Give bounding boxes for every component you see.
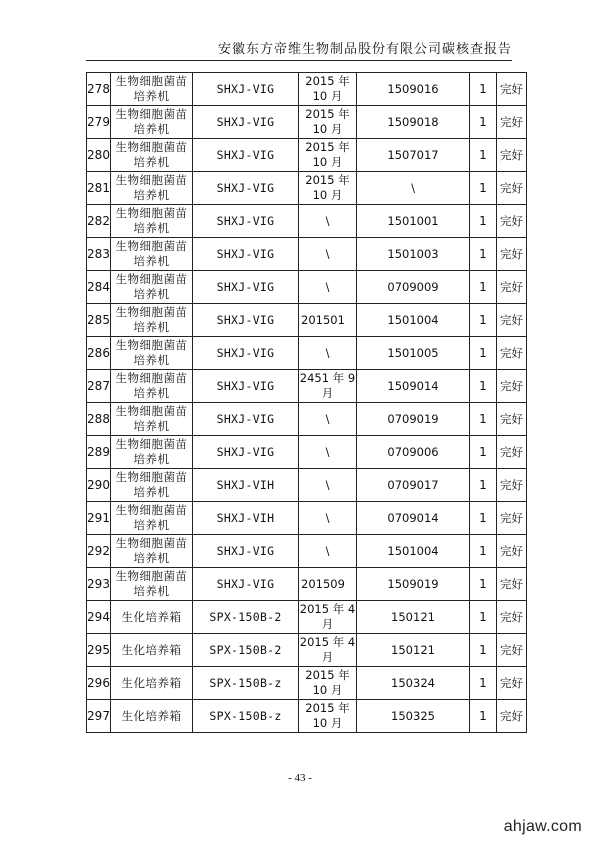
table-row [87, 172, 527, 205]
table-row [87, 568, 527, 601]
equipment-name: 生物细胞菌苗培养机 [111, 337, 193, 370]
serial-number: 0709017 [357, 469, 470, 502]
table-row [87, 73, 527, 106]
table-row [87, 271, 527, 304]
condition-status: 完好 [497, 403, 527, 436]
row-number: 280 [87, 139, 111, 172]
serial-number: 0709009 [357, 271, 470, 304]
equipment-name: 生物细胞菌苗培养机 [111, 469, 193, 502]
header-rule [86, 60, 512, 61]
equipment-model: SPX-150B-z [193, 667, 299, 700]
equipment-name: 生物细胞菌苗培养机 [111, 139, 193, 172]
purchase-date: \ [299, 535, 357, 568]
equipment-name: 生物细胞菌苗培养机 [111, 73, 193, 106]
row-number: 281 [87, 172, 111, 205]
table-row [87, 535, 527, 568]
quantity: 1 [470, 238, 497, 271]
quantity: 1 [470, 172, 497, 205]
quantity: 1 [470, 106, 497, 139]
equipment-name: 生物细胞菌苗培养机 [111, 172, 193, 205]
quantity: 1 [470, 370, 497, 403]
equipment-model: SHXJ-VIG [193, 139, 299, 172]
equipment-model: SPX-150B-2 [193, 634, 299, 667]
equipment-model: SHXJ-VIG [193, 535, 299, 568]
condition-status: 完好 [497, 700, 527, 733]
purchase-date: 2015 年 4 月 [299, 601, 357, 634]
purchase-date: \ [299, 436, 357, 469]
purchase-date: \ [299, 271, 357, 304]
page-number: - 43 - [288, 772, 312, 784]
row-number: 297 [87, 700, 111, 733]
condition-status: 完好 [497, 271, 527, 304]
purchase-date: 201509 [299, 568, 357, 601]
equipment-name: 生物细胞菌苗培养机 [111, 106, 193, 139]
condition-status: 完好 [497, 172, 527, 205]
equipment-model: SHXJ-VIG [193, 568, 299, 601]
table-row [87, 304, 527, 337]
row-number: 282 [87, 205, 111, 238]
serial-number: 1509016 [357, 73, 470, 106]
table-row [87, 337, 527, 370]
condition-status: 完好 [497, 601, 527, 634]
equipment-table-body [87, 73, 527, 733]
purchase-date: 2015 年 10 月 [299, 139, 357, 172]
serial-number: 1509014 [357, 370, 470, 403]
equipment-name: 生物细胞菌苗培养机 [111, 436, 193, 469]
serial-number: 1509018 [357, 106, 470, 139]
purchase-date: 2015 年 10 月 [299, 106, 357, 139]
equipment-name: 生化培养箱 [111, 700, 193, 733]
serial-number: 150121 [357, 634, 470, 667]
serial-number: 150324 [357, 667, 470, 700]
row-number: 279 [87, 106, 111, 139]
row-number: 294 [87, 601, 111, 634]
row-number: 291 [87, 502, 111, 535]
serial-number: 1501005 [357, 337, 470, 370]
row-number: 286 [87, 337, 111, 370]
equipment-model: SHXJ-VIG [193, 304, 299, 337]
purchase-date: \ [299, 238, 357, 271]
report-header-title: 安徽东方帝维生物制品股份有限公司碳核查报告 [217, 42, 512, 57]
condition-status: 完好 [497, 667, 527, 700]
quantity: 1 [470, 700, 497, 733]
equipment-model: SHXJ-VIG [193, 172, 299, 205]
quantity: 1 [470, 73, 497, 106]
equipment-name: 生物细胞菌苗培养机 [111, 568, 193, 601]
purchase-date: 201501 [299, 304, 357, 337]
table-row [87, 469, 527, 502]
equipment-name: 生物细胞菌苗培养机 [111, 304, 193, 337]
row-number: 287 [87, 370, 111, 403]
equipment-model: SHXJ-VIH [193, 502, 299, 535]
equipment-model: SPX-150B-z [193, 700, 299, 733]
equipment-name: 生物细胞菌苗培养机 [111, 205, 193, 238]
purchase-date: 2015 年 10 月 [299, 73, 357, 106]
condition-status: 完好 [497, 106, 527, 139]
table-row [87, 205, 527, 238]
purchase-date: 2015 年 10 月 [299, 667, 357, 700]
equipment-model: SHXJ-VIG [193, 73, 299, 106]
purchase-date: 2015 年 10 月 [299, 172, 357, 205]
equipment-model: SHXJ-VIH [193, 469, 299, 502]
equipment-name: 生物细胞菌苗培养机 [111, 535, 193, 568]
equipment-name: 生物细胞菌苗培养机 [111, 271, 193, 304]
row-number: 283 [87, 238, 111, 271]
serial-number: 1501004 [357, 304, 470, 337]
quantity: 1 [470, 271, 497, 304]
table-row [87, 502, 527, 535]
equipment-model: SHXJ-VIG [193, 238, 299, 271]
equipment-model: SHXJ-VIG [193, 337, 299, 370]
serial-number: 150121 [357, 601, 470, 634]
table-row [87, 139, 527, 172]
serial-number: 150325 [357, 700, 470, 733]
serial-number: 0709019 [357, 403, 470, 436]
equipment-model: SHXJ-VIG [193, 106, 299, 139]
purchase-date: \ [299, 403, 357, 436]
quantity: 1 [470, 304, 497, 337]
serial-number: 0709014 [357, 502, 470, 535]
purchase-date: \ [299, 469, 357, 502]
equipment-name: 生化培养箱 [111, 667, 193, 700]
quantity: 1 [470, 205, 497, 238]
quantity: 1 [470, 436, 497, 469]
quantity: 1 [470, 568, 497, 601]
condition-status: 完好 [497, 73, 527, 106]
row-number: 296 [87, 667, 111, 700]
serial-number: 1501003 [357, 238, 470, 271]
purchase-date: \ [299, 502, 357, 535]
quantity: 1 [470, 337, 497, 370]
equipment-model: SHXJ-VIG [193, 403, 299, 436]
table-row [87, 403, 527, 436]
quantity: 1 [470, 601, 497, 634]
quantity: 1 [470, 469, 497, 502]
row-number: 295 [87, 634, 111, 667]
equipment-model: SHXJ-VIG [193, 370, 299, 403]
condition-status: 完好 [497, 535, 527, 568]
serial-number: 0709006 [357, 436, 470, 469]
condition-status: 完好 [497, 469, 527, 502]
condition-status: 完好 [497, 370, 527, 403]
equipment-name: 生物细胞菌苗培养机 [111, 238, 193, 271]
condition-status: 完好 [497, 139, 527, 172]
table-row [87, 370, 527, 403]
table-row [87, 238, 527, 271]
equipment-name: 生化培养箱 [111, 634, 193, 667]
purchase-date: 2015 年 4 月 [299, 634, 357, 667]
equipment-table [86, 72, 527, 733]
row-number: 288 [87, 403, 111, 436]
serial-number: \ [357, 172, 470, 205]
serial-number: 1501004 [357, 535, 470, 568]
row-number: 292 [87, 535, 111, 568]
quantity: 1 [470, 634, 497, 667]
quantity: 1 [470, 139, 497, 172]
condition-status: 完好 [497, 634, 527, 667]
equipment-model: SHXJ-VIG [193, 205, 299, 238]
condition-status: 完好 [497, 337, 527, 370]
equipment-model: SHXJ-VIG [193, 271, 299, 304]
condition-status: 完好 [497, 436, 527, 469]
condition-status: 完好 [497, 205, 527, 238]
row-number: 290 [87, 469, 111, 502]
condition-status: 完好 [497, 502, 527, 535]
table-row [87, 436, 527, 469]
condition-status: 完好 [497, 304, 527, 337]
row-number: 293 [87, 568, 111, 601]
equipment-name: 生物细胞菌苗培养机 [111, 403, 193, 436]
table-row [87, 634, 527, 667]
row-number: 284 [87, 271, 111, 304]
condition-status: 完好 [497, 238, 527, 271]
quantity: 1 [470, 502, 497, 535]
condition-status: 完好 [497, 568, 527, 601]
purchase-date: \ [299, 205, 357, 238]
purchase-date: 2015 年 10 月 [299, 700, 357, 733]
purchase-date: 2451 年 9 月 [299, 370, 357, 403]
serial-number: 1501001 [357, 205, 470, 238]
table-row [87, 667, 527, 700]
equipment-name: 生物细胞菌苗培养机 [111, 370, 193, 403]
quantity: 1 [470, 403, 497, 436]
equipment-name: 生物细胞菌苗培养机 [111, 502, 193, 535]
quantity: 1 [470, 667, 497, 700]
table-row [87, 601, 527, 634]
purchase-date: \ [299, 337, 357, 370]
row-number: 285 [87, 304, 111, 337]
table-row [87, 106, 527, 139]
equipment-name: 生化培养箱 [111, 601, 193, 634]
table-row [87, 700, 527, 733]
row-number: 278 [87, 73, 111, 106]
equipment-model: SPX-150B-2 [193, 601, 299, 634]
equipment-model: SHXJ-VIG [193, 436, 299, 469]
serial-number: 1509019 [357, 568, 470, 601]
row-number: 289 [87, 436, 111, 469]
quantity: 1 [470, 535, 497, 568]
serial-number: 1507017 [357, 139, 470, 172]
site-watermark: ahjaw.com [503, 818, 582, 835]
